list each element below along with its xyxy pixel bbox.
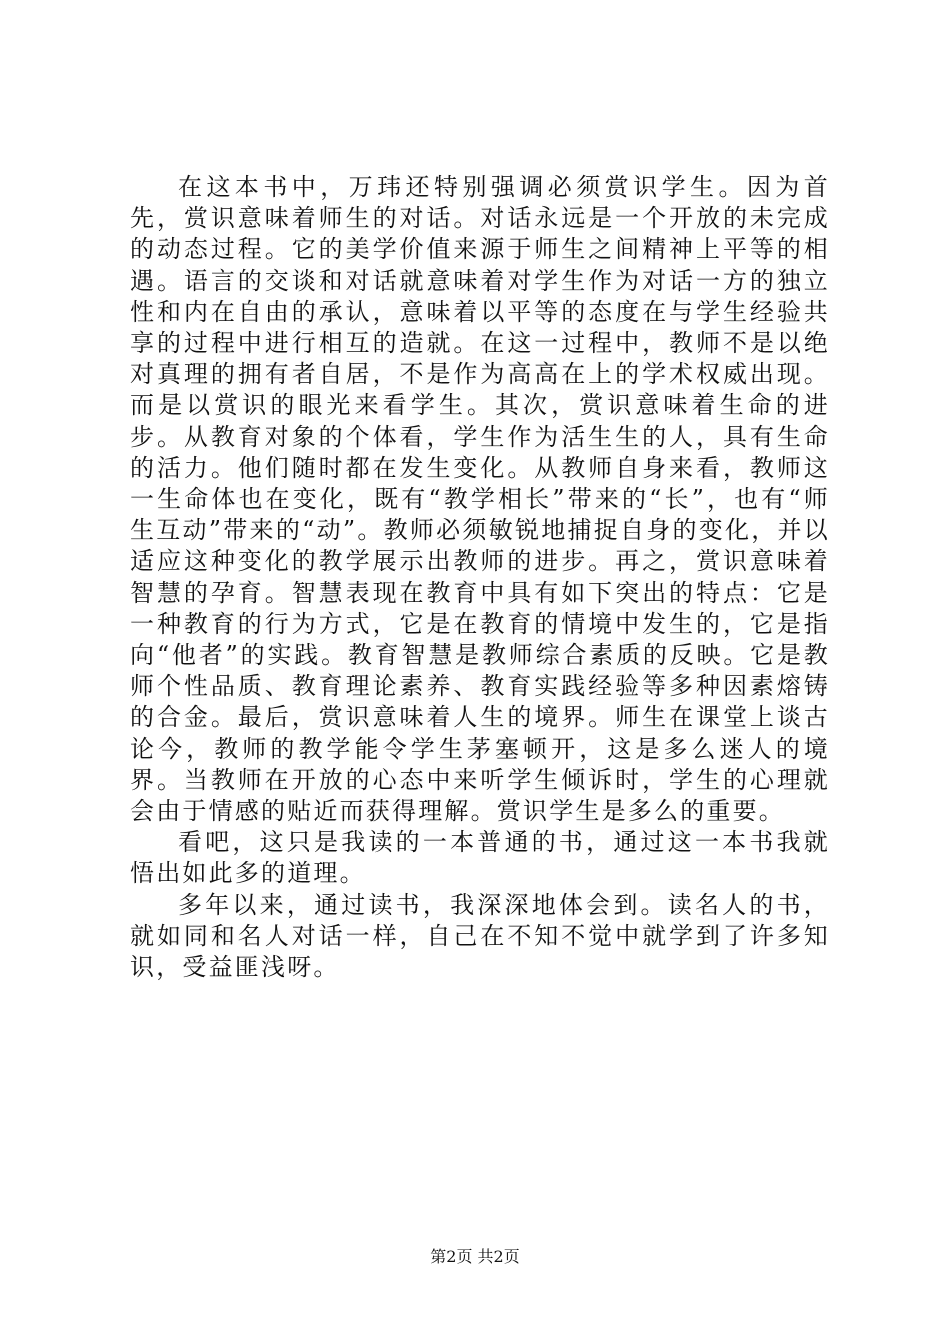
- paragraph-ordinary-book: 看吧，这只是我读的一本普通的书，通过这一本书我就悟出如此多的道理。: [130, 828, 830, 888]
- page-footer: 第2页 共2页: [430, 1247, 520, 1266]
- paragraph-appreciation: 在这本书中，万玮还特别强调必须赏识学生。因为首先，赏识意味着师生的对话。对话永远是一个开放的未完成的动态过程。它的美学价值来源于师生之间精神上平等的相遇。语言的交谈和对话就意味着对学生作为对话一方的独立性和内在自由的承认，意味着以平等的态度在与学生经验共享的过程中进行相互的造就。在这一过程中，教师不是以绝对真理的拥有者自居，不是作为高高在上的学术权威出现。而是以赏识的眼光来看学生。其次，赏识意味着生命的进步。从教育对象的个体看，学生作为活生生的人，具有生命的活力。他们随时都在发生变化。从教师自身来看，教师这一生命体也在变化，既有“教学相长”带来的“长”，也有“师生互动”带来的“动”。教师必须敏锐地捕捉自身的变化，并以适应这种变化的教学展示出教师的进步。再之，赏识意味着智慧的孕育。智慧表现在教育中具有如下突出的特点：它是一种教育的行为方式，它是在教育的情境中发生的，它是指向“他者”的实践。教育智慧是教师综合素质的反映。它是教师个性品质、教育理论素养、教育实践经验等多种因素熔铸的合金。最后，赏识意味着人生的境界。师生在课堂上谈古论今，教师的教学能令学生茅塞顿开，这是多么迷人的境界。当教师在开放的心态中来听学生倾诉时，学生的心理就会由于情感的贴近而获得理解。赏识学生是多么的重要。: [130, 173, 830, 826]
- paragraph-reading-experience: 多年以来，通过读书，我深深地体会到。读名人的书，就如同和名人对话一样，自己在不知不觉中就学到了许多知识，受益匪浅呀。: [130, 890, 830, 982]
- body-text: [130, 172, 830, 983]
